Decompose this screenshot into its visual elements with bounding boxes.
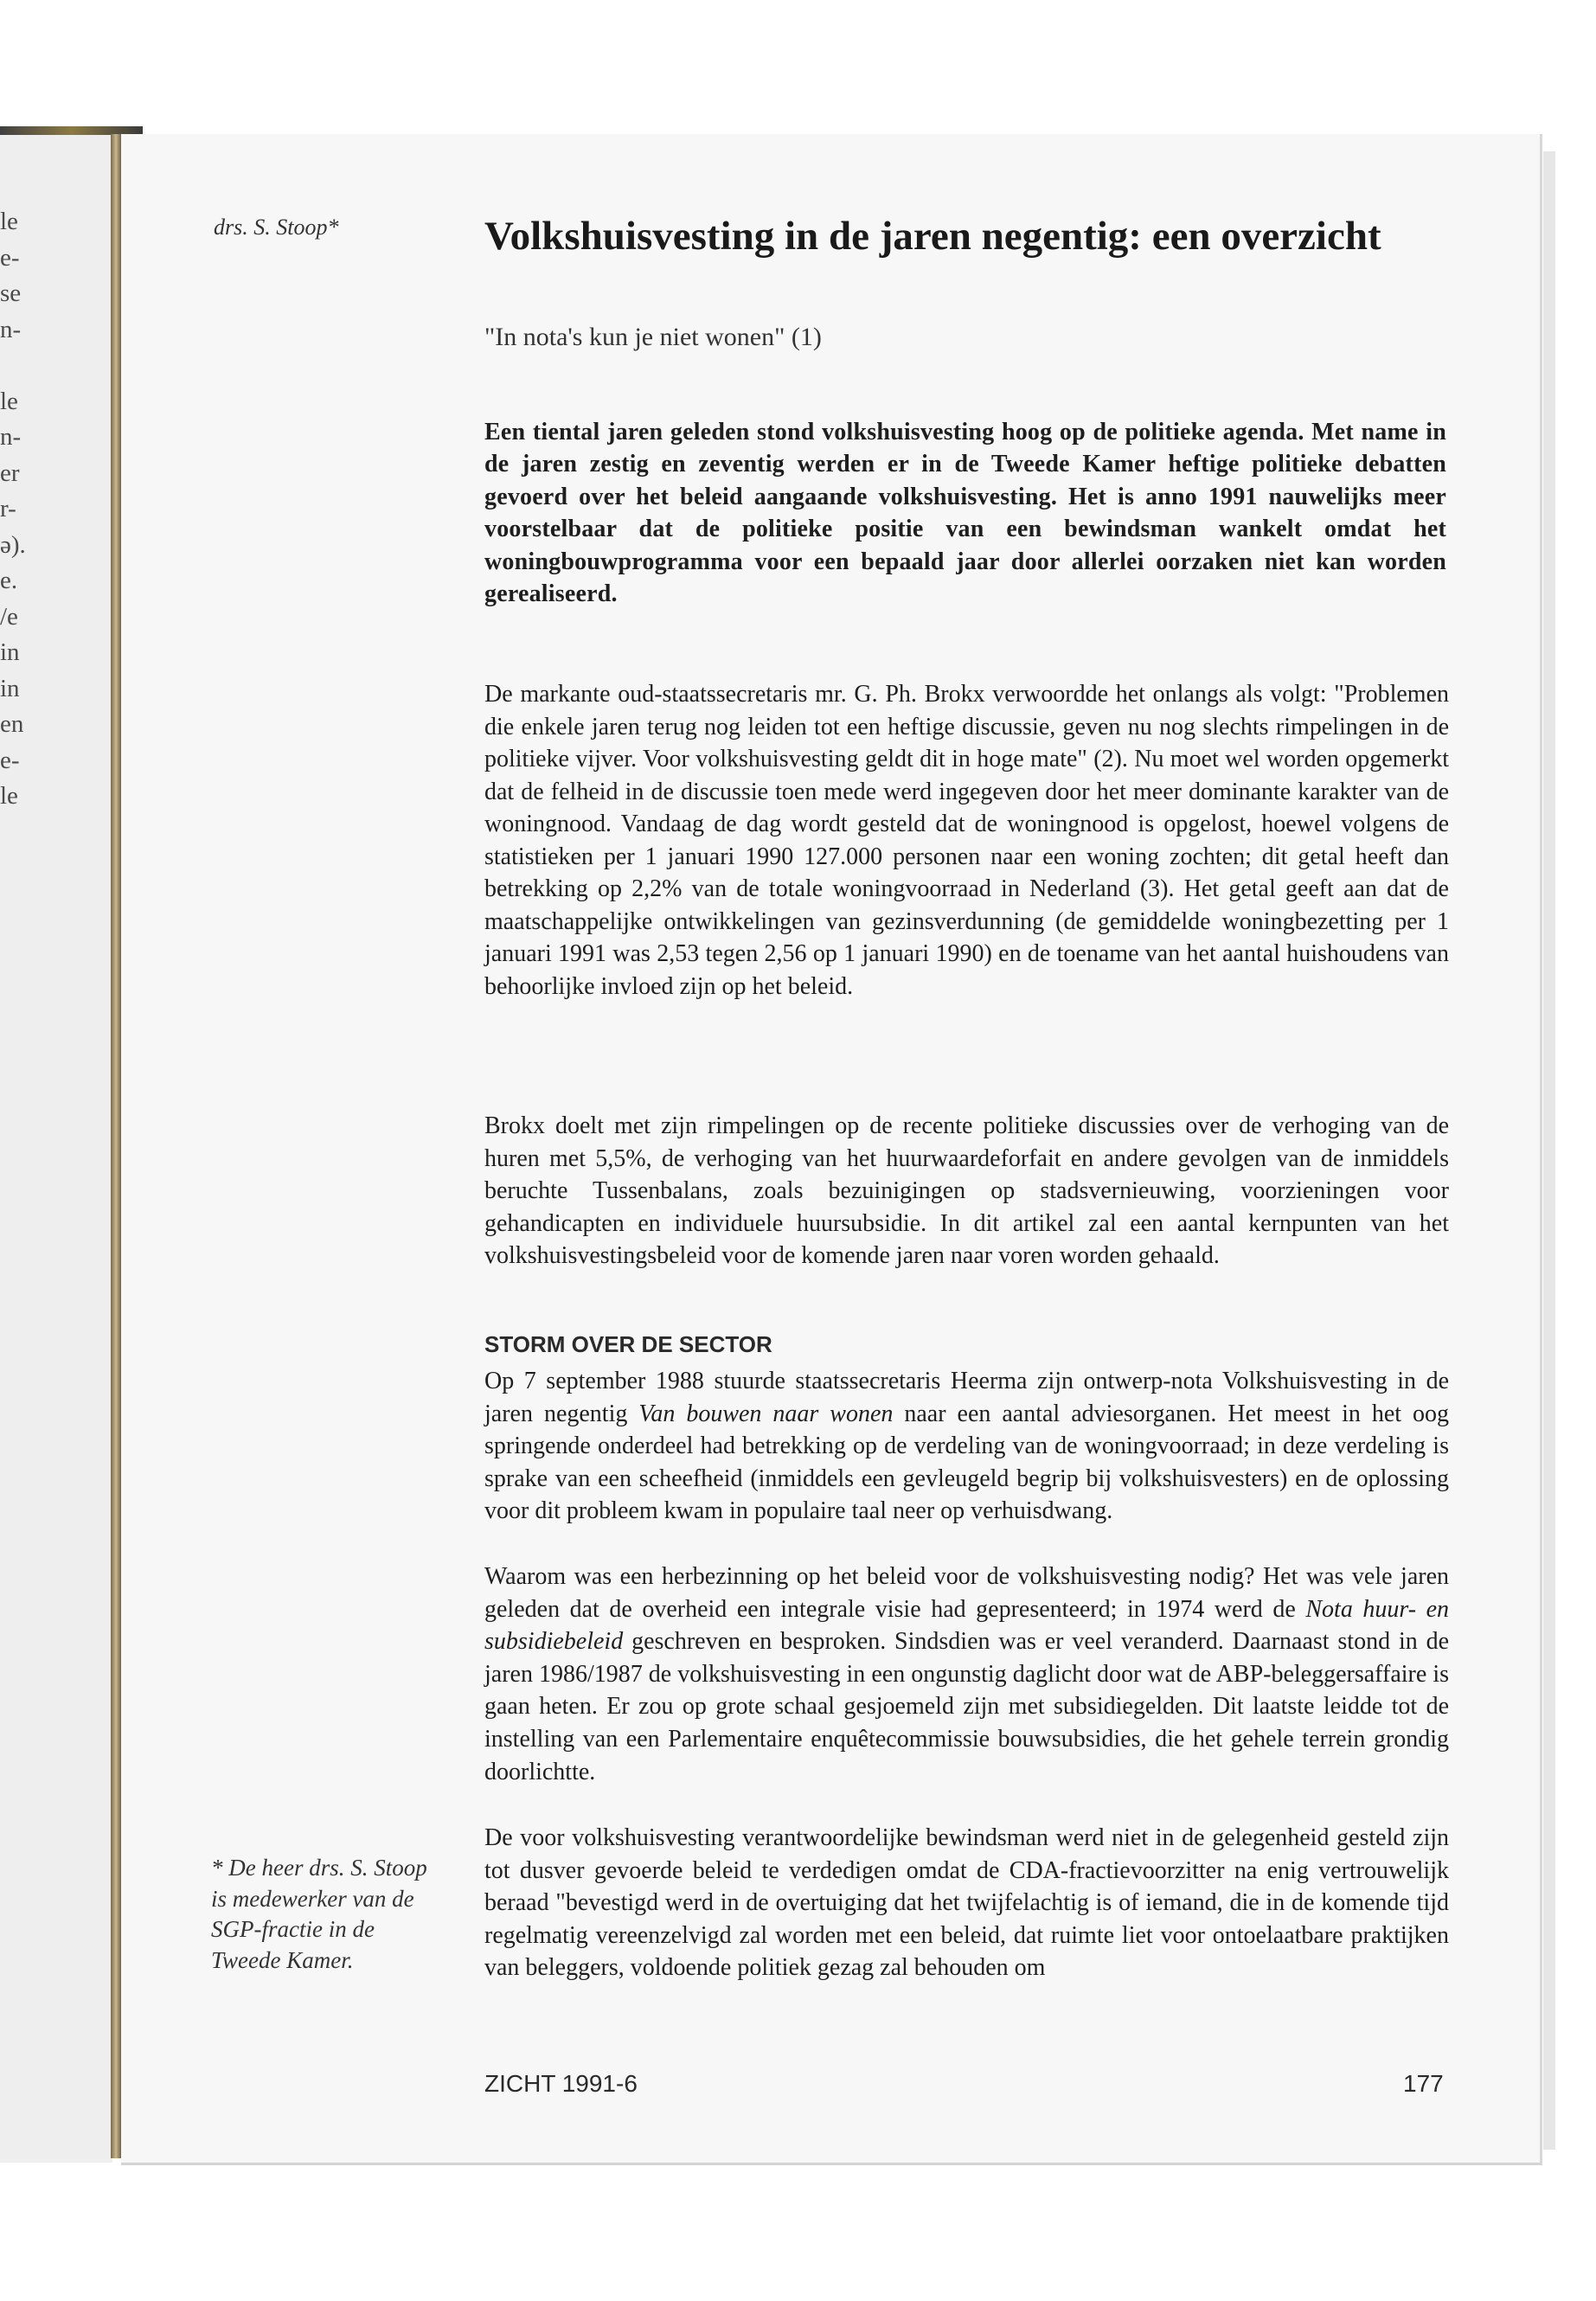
- previous-page-fragment: ə).: [0, 530, 26, 559]
- previous-page-fragment: [0, 1461, 52, 1497]
- previous-page-fragment: er: [0, 458, 20, 487]
- previous-page-fragment: in: [0, 674, 20, 702]
- paragraph-5: De voor volkshuisvesting verantwoordelijke bewindsman werd niet in de gelegenheid gesteld zijn tot dusver gevoerde beleid te verdedigen omdat de CDA-fractievoorzitter na enig vertrouwelijk beraad "bevestigd werd in de overtuiging dat het twijfelachtig is of iemand, die in de komende tijd regelmatig vereenzelvigd zal worden met een beleid, dat ruimte liet voor ontoelaatbare praktijken van beleggers, voldoende politiek gezag zal behouden om: [484, 1824, 1449, 1982]
- paragraph-1: De markante oud-staatssecretaris mr. G. Ph. Brokx verwoordde het onlangs als volgt: "Problemen die enkele jaren terug nog leiden tot een heftige discussie, geven nu nog slechts rimpelingen in de politieke vijver. Voor volkshuisvesting geldt dit in hoge mate" (2). Nu moet wel worden opgemerkt dat de felheid in de discussie toen mede werd ingegeven door het meer dominante karakter van de woningnood. Vandaag de dag wordt gesteld dat de woningnood is opgelost, hoewel volgens de statistieken per 1 januari 1990 127.000 personen naar een woning zochten; dit getal heeft dan betrekking op 2,2% van de totale woningvoorraad in Nederland (3). Het getal geeft aan dat de maatschappelijke ontwikkelingen van gezinsverdunning (de gemiddelde woningbezetting per 1 januari 1991 was 2,53 tegen 2,56 op 1 januari 1990) en de toename van het aantal huishoudens van behoorlijke invloed zijn op het beleid.: [484, 681, 1449, 1000]
- paragraph-3-text-b: naar een aantal adviesorganen. Het meest in het oog springende onderdeel had betrekking op de verdeling van de woningvoorraad; in deze verdeling is sprake van een scheefheid (inmiddels een gevleugeld begrip bij volkshuisvesters) en de oplossing voor dit probleem kwam in populaire taal neer op verhuisdwang.: [484, 1400, 1450, 1525]
- previous-page-fragment: in: [0, 638, 20, 666]
- previous-page-fragment: [0, 1640, 52, 1676]
- previous-page-fragment: [0, 1784, 52, 1820]
- previous-page-fragment: [0, 1138, 52, 1174]
- previous-page-fragment: [0, 815, 52, 851]
- previous-page-fragment: [0, 348, 52, 384]
- paragraph-4-text-a: Waarom was een herbezinning op het beleid voor de volkshuisvesting nodig? Het was vele jaren geleden dat de overheid een integrale visie had gepresenteerd; in 1974 werd de: [484, 1563, 1449, 1623]
- previous-page-fragment: [0, 1568, 52, 1605]
- previous-page-fragment: le: [0, 208, 18, 235]
- previous-page-fragment: [0, 1676, 52, 1713]
- book-spine: [111, 134, 121, 2158]
- previous-page-fragments: [0, 204, 52, 1856]
- previous-page-fragment: [0, 1497, 52, 1533]
- previous-page-fragment: [0, 1066, 52, 1102]
- paragraph-4-italic-title: Nota huur- en subsidiebeleid: [484, 1595, 1450, 1656]
- paragraph-2: Brokx doelt met zijn rimpelingen op de recente politieke discussies over de verhoging van de huren met 5,5%, de verhoging van het huurwaardeforfait en andere gevolgen van de inmiddels beruchte Tussenbalans, zoals bezuinigingen op stadsvernieuwing, voorzieningen voor gehandicapten en individuele huursubsidie. In dit artikel zal een aantal kernpunten van het volkshuisvestingsbeleid voor de komende jaren naar voren worden gehaald.: [484, 1112, 1449, 1269]
- previous-page-fragment: [0, 1246, 52, 1282]
- previous-page-fragment: [0, 1425, 52, 1461]
- previous-page-fragment: [0, 1281, 52, 1317]
- previous-page-fragment: [0, 1820, 52, 1856]
- previous-page-fragment: se: [0, 279, 22, 307]
- previous-page-fragment: [0, 1102, 52, 1138]
- previous-page-fragment: [0, 1174, 52, 1210]
- paragraph-3-italic-title: Van bouwen naar wonen: [638, 1400, 894, 1427]
- previous-page-fragment: [0, 1533, 52, 1569]
- previous-page-fragment: e.: [0, 567, 18, 594]
- previous-page-fragment: [0, 1712, 52, 1748]
- previous-page-fragment: [0, 887, 52, 923]
- paragraph-4: [484, 1561, 1449, 1788]
- article-title: Volkshuisvesting in de jaren negentig: een overzicht: [484, 214, 1381, 259]
- previous-page-fragment: [0, 1353, 52, 1389]
- paragraph-3: [484, 1365, 1449, 1528]
- previous-page-fragment: [0, 1030, 52, 1067]
- author-footnote: * De heer drs. S. Stoop is medewerker van de SGP-fractie in de Tweede Kamer.: [211, 1855, 427, 1973]
- paragraph-3-text-a: Op 7 september 1988 stuurde staatssecretaris Heerma zijn ontwerp-nota Volkshuisvesting in de jaren negentig: [484, 1368, 1449, 1427]
- paragraph-4-text-b: geschreven en besproken. Sindsdien was er veel veranderd. Daarnaast stond in de jaren 1986/1987 de volkshuisvesting in een ongunstig daglicht door wat de ABP-beleggersaffaire is gaan heten. Er zou op grote schaal gesjoemeld zijn met subsidiegelden. Dit laatste leidde tot de instelling van een Parlementaire enquêtecommissie bouwsubsidies, die het gehele terrein grondig doorlichtte.: [484, 1628, 1449, 1785]
- article-lead: Een tiental jaren geleden stond volkshuisvesting hoog op de politieke agenda. Met name in de jaren zestig en zeventig werden er in de Tweede Kamer heftige politieke debatten gevoerd over het beleid aangaande volkshuisvesting. Het is anno 1991 nauwelijks meer voorstelbaar dat de politieke positie van een bewindsman wankelt omdat het woningbouwprogramma voor een bepaald jaar door allerlei oorzaken niet kan worden gerealiseerd.: [484, 419, 1446, 608]
- previous-page-fragment: r-: [0, 495, 16, 522]
- previous-page-fragment: e-: [0, 243, 20, 272]
- footer-publication: ZICHT 1991-6: [484, 2070, 638, 2097]
- previous-page-fragment: [0, 1209, 52, 1246]
- previous-page-fragment: n-: [0, 423, 22, 451]
- previous-page-fragment: [0, 1317, 52, 1354]
- previous-page-fragment: [0, 1748, 52, 1785]
- previous-page-fragment: [0, 994, 52, 1030]
- previous-page-fragment: [0, 922, 52, 958]
- previous-page-fragment: [0, 1389, 52, 1426]
- previous-page-fragment: le: [0, 387, 18, 415]
- section-heading: STORM OVER DE SECTOR: [484, 1331, 772, 1357]
- previous-page-fragment: [0, 1605, 52, 1641]
- previous-page-fragment: n-: [0, 315, 22, 343]
- article-author: drs. S. Stoop*: [214, 215, 339, 240]
- footer-page-number: 177: [1403, 2070, 1444, 2097]
- previous-page-fragment: [0, 958, 52, 995]
- previous-page-fragment: le: [0, 782, 18, 810]
- page-edge: [1543, 151, 1555, 2150]
- previous-page-fragment: e-: [0, 746, 20, 774]
- previous-page-fragment: /e: [0, 602, 18, 631]
- previous-page-fragment: en: [0, 710, 24, 738]
- article-subtitle: "In nota's kun je niet wonen" (1): [484, 323, 822, 351]
- previous-page-fragment: [0, 850, 52, 887]
